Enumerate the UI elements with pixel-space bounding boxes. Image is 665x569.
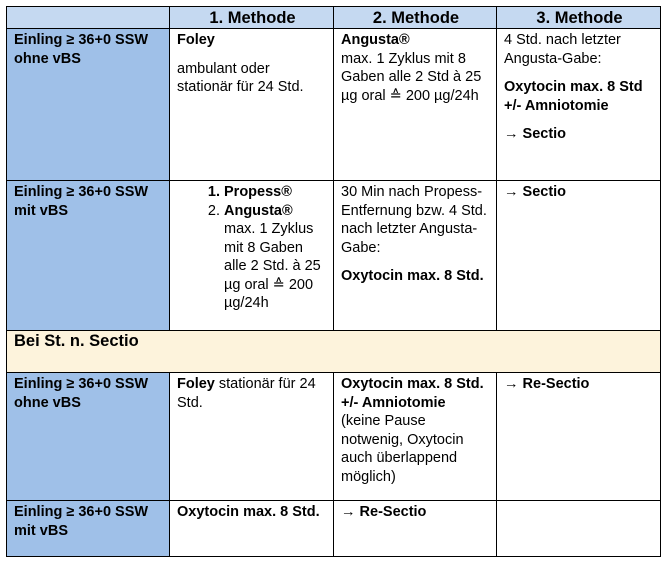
section-row — [7, 331, 661, 373]
method-text: 4 Std. nach letzter Angusta-Gabe: — [504, 32, 621, 67]
method-title: Foley — [177, 32, 215, 48]
cell-method-1 — [170, 181, 334, 331]
row-label: Einling ≥ 36+0 SSW mit vBS — [7, 501, 170, 557]
method-text: (keine Pause notwenig, Oxytocin auch überlappend möglich) — [341, 413, 464, 485]
method-title: Foley — [177, 376, 215, 392]
cell-method-2 — [334, 29, 497, 181]
cell-method-3 — [497, 181, 661, 331]
cell-method-3 — [497, 29, 661, 181]
method-bold: +/- Amniotomie — [504, 97, 609, 114]
list-item: 1. Propess® — [224, 183, 328, 202]
cell-method-2 — [334, 501, 497, 557]
method-text: ambulant oder stationär für 24 Std. — [177, 60, 304, 95]
list-item — [224, 202, 328, 313]
header-method-3: 3. Methode — [497, 7, 661, 29]
cell-method-3 — [497, 373, 661, 501]
table-row — [7, 29, 661, 181]
header-empty — [7, 7, 170, 29]
table-row — [7, 373, 661, 501]
method-text: max. 1 Zyklus mit 8 Gaben alle 2 Std. à 25 µg oral ≙ 200 µg/24h — [224, 221, 321, 311]
cell-method-1 — [170, 373, 334, 501]
row-label: Einling ≥ 36+0 SSW ohne vBS — [7, 373, 170, 501]
section-title: Bei St. n. Sectio — [7, 331, 661, 373]
header-method-2: 2. Methode — [334, 7, 497, 29]
method-bold: Oxytocin max. 8 Std — [504, 79, 643, 95]
method-list — [177, 183, 328, 313]
method-text: max. 1 Zyklus mit 8 Gaben alle 2 Std à 25 µg oral ≙ 200 µg/24h — [341, 50, 482, 104]
cell-method-1 — [170, 501, 334, 557]
method-text: 30 Min nach Propess-Entfernung bzw. 4 Std. nach letzter Angusta-Gabe: — [341, 184, 487, 256]
arrow-sectio: → Sectio — [504, 184, 567, 200]
row-label: Einling ≥ 36+0 SSW ohne vBS — [7, 29, 170, 181]
list-item-title: Angusta® — [224, 202, 293, 219]
arrow-sectio: → Sectio — [504, 126, 567, 142]
method-title: Angusta® — [341, 32, 410, 48]
method-text: stationär für 24 Std. — [177, 376, 316, 411]
row-label: Einling ≥ 36+0 SSW mit vBS — [7, 181, 170, 331]
method-bold: Oxytocin max. 8 Std. — [341, 268, 484, 284]
induction-table — [6, 6, 661, 557]
arrow-re-sectio: → Re-Sectio — [504, 376, 590, 392]
cell-method-2 — [334, 181, 497, 331]
cell-method-3 — [497, 501, 661, 557]
table-row — [7, 501, 661, 557]
table-row — [7, 181, 661, 331]
method-bold: +/- Amniotomie — [341, 394, 446, 411]
cell-method-2 — [334, 373, 497, 501]
method-bold: Oxytocin max. 8 Std. — [177, 504, 320, 520]
cell-method-1 — [170, 29, 334, 181]
header-row — [7, 7, 661, 29]
arrow-re-sectio: → Re-Sectio — [341, 504, 427, 520]
method-bold: Oxytocin max. 8 Std. — [341, 376, 484, 392]
header-method-1: 1. Methode — [170, 7, 334, 29]
